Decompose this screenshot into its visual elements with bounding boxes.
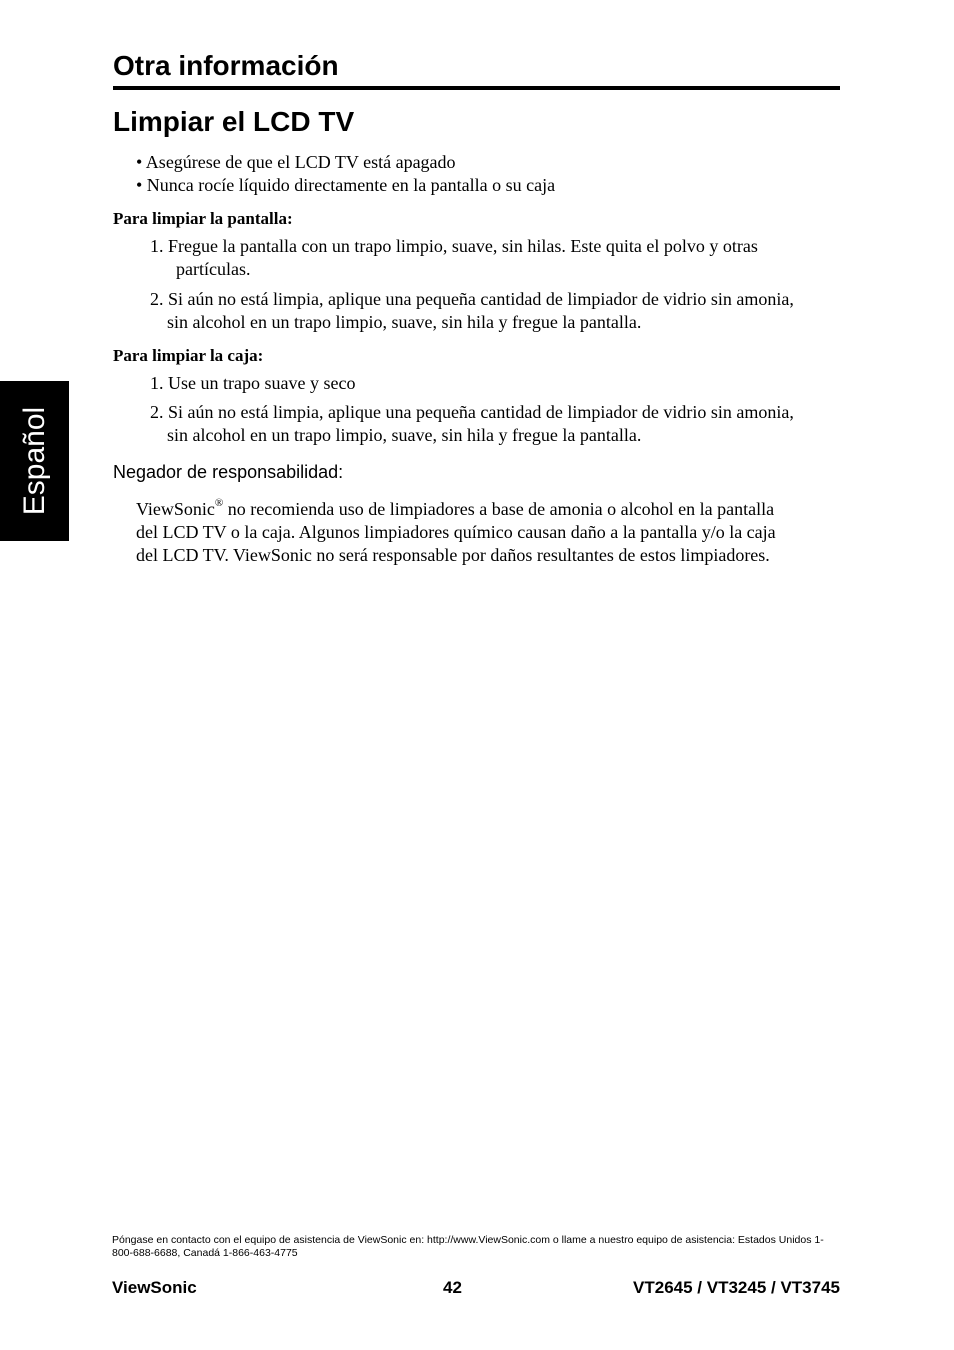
disclaimer-line-2: del LCD TV o la caja. Algunos limpiadores químico causan daño a la pantalla y/o la caja [136, 522, 776, 542]
screen-section-label: Para limpiar la pantalla: [113, 209, 293, 228]
intro-bullet: • Nunca rocíe líquido directamente en la pantalla o su caja [136, 175, 556, 195]
intro-bullet: • Asegúrese de que el LCD TV está apagado [136, 152, 456, 172]
case-step-2-line1: 2. Si aún no está limpia, aplique una pequeña cantidad de limpiador de vidrio sin amonia, [150, 402, 794, 422]
page-heading: Limpiar el LCD TV [113, 106, 355, 137]
case-step-2-line2: sin alcohol en un trapo limpio, suave, sin hila y fregue la pantalla. [167, 425, 642, 445]
case-step-1-line1: 1. Use un trapo suave y seco [150, 373, 356, 393]
section-divider [113, 86, 840, 90]
disclaimer-brand: ViewSonic [136, 499, 215, 519]
disclaimer-heading: Negador de responsabilidad: [113, 462, 344, 482]
screen-step-1-line1: 1. Fregue la pantalla con un trapo limpio, suave, sin hilas. Este quita el polvo y otras [150, 236, 758, 256]
screen-step-1-line2: partículas. [176, 259, 251, 279]
disclaimer-line-1-text: no recomienda uso de limpiadores a base de amonia o alcohol en la pantalla [223, 499, 775, 519]
language-tab-label: Español [17, 406, 51, 516]
disclaimer-line-3: del LCD TV. ViewSonic no será responsable por daños resultantes de estos limpiadores. [136, 545, 770, 565]
screen-step-2-line2: sin alcohol en un trapo limpio, suave, sin hila y fregue la pantalla. [167, 312, 642, 332]
language-tab [0, 381, 69, 541]
footer-page-number: 42 [443, 1278, 462, 1297]
footer-contact-note: Póngase en contacto con el equipo de asistencia de ViewSonic en: http://www.ViewSonic.com o llame a nuestro equipo de asistencia: Estados Unidos 1-800-688-6688, Canadá 1-866-463-4775 [112, 1234, 824, 1259]
footer-brand: ViewSonic [112, 1278, 197, 1297]
case-section-label: Para limpiar la caja: [113, 346, 264, 365]
footer-model-numbers: VT2645 / VT3245 / VT3745 [633, 1278, 840, 1297]
section-title: Otra información [113, 50, 339, 81]
disclaimer-line-1 [136, 498, 774, 521]
registered-mark: ® [214, 497, 224, 509]
screen-step-2-line1: 2. Si aún no está limpia, aplique una pequeña cantidad de limpiador de vidrio sin amonia, [150, 289, 794, 309]
